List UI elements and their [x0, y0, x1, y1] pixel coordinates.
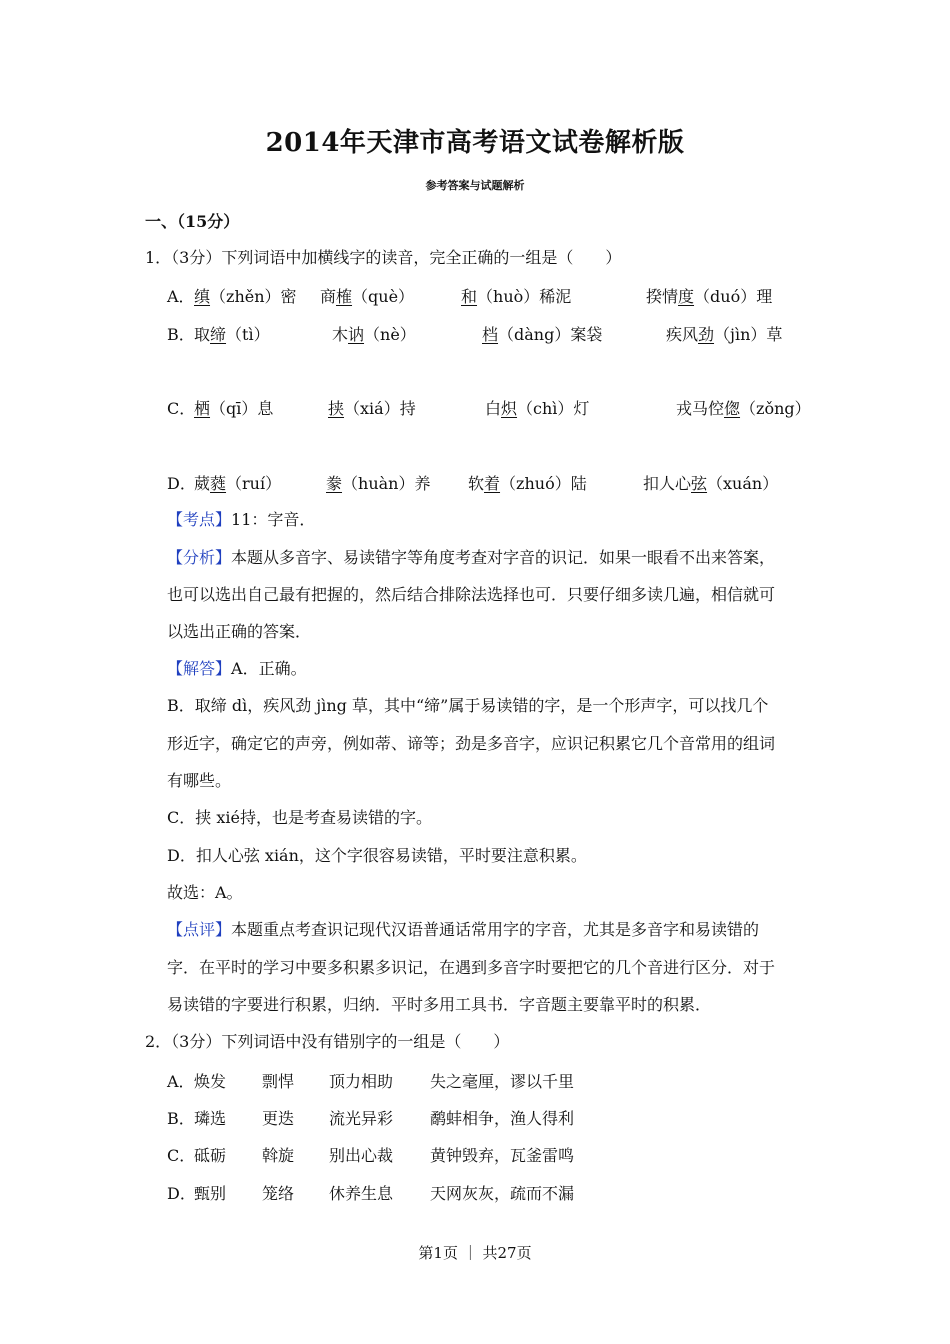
- underlined-char: 讷: [348, 325, 365, 344]
- q2-option-term: 别出心裁: [329, 1146, 394, 1165]
- term-pinyin: （xuán）: [707, 474, 779, 493]
- page-footer: 第1页 ｜ 共27页: [418, 1244, 532, 1262]
- q2-option-term: 璘选: [194, 1109, 227, 1128]
- underlined-char: 档: [482, 325, 499, 344]
- q1-jieda-line-7: 故选：A。: [167, 883, 243, 902]
- q1-jieda-line-1: [167, 658, 307, 680]
- q1-option-label: D．: [167, 474, 196, 493]
- q1-option-term: [646, 284, 772, 307]
- term-pinyin: （qī）息: [210, 399, 274, 418]
- term-pinyin: （dàng）案袋: [498, 325, 603, 344]
- q1-option-term: [666, 322, 782, 345]
- kaodian-text: 11：字音．: [231, 510, 316, 529]
- q2-option-term: 休养生息: [329, 1184, 394, 1203]
- q1-jieda-line-3: 形近字，确定它的声旁，例如蒂、谛等；劲是多音字，应识记积累它几个音常用的组词: [167, 734, 776, 753]
- q2-option-term: 笼络: [262, 1184, 295, 1203]
- underlined-char: 蕤: [210, 474, 227, 493]
- term-pinyin: （jìn）草: [714, 325, 783, 344]
- q2-option-label: C．: [167, 1146, 196, 1165]
- q2-option-label: A．: [167, 1072, 195, 1091]
- q1-stem: 1．（3分）下列词语中加横线字的读音，完全正确的一组是（ ）: [145, 248, 622, 267]
- q1-option-term: [468, 471, 587, 494]
- underlined-char: 偬: [724, 399, 741, 418]
- term-prefix: 葳: [194, 474, 211, 493]
- q2-stem: 2．（3分）下列词语中没有错别字的一组是（ ）: [145, 1032, 510, 1051]
- q1-option-term: [320, 284, 414, 307]
- q1-option-term: [485, 396, 589, 419]
- underlined-char: 缔: [210, 325, 227, 344]
- q1-option-term: [332, 322, 416, 345]
- term-pinyin: （huò）稀泥: [477, 287, 572, 306]
- underlined-char: 栖: [194, 399, 211, 418]
- term-pinyin: （zǒng）: [740, 399, 811, 418]
- q1-option-label: A．: [167, 287, 195, 306]
- underlined-char: 豢: [326, 474, 343, 493]
- term-prefix: 揆情: [646, 287, 679, 306]
- q1-dianping-line-2: 字．在平时的学习中要多积累多识记，在遇到多音字时要把它的几个音进行区分．对于: [167, 958, 776, 977]
- jieda-text: A．正确。: [231, 659, 307, 678]
- q2-option-term: 剽悍: [262, 1072, 295, 1091]
- q1-option-term: [326, 471, 430, 494]
- jieda-tag: 【解答】: [167, 659, 232, 678]
- underlined-char: 着: [484, 474, 501, 493]
- q1-jieda-line-5: C．挟 xié持，也是考查易读错的字。: [167, 808, 432, 827]
- q1-dianping-line-3: 易读错的字要进行积累，归纳．平时多用工具书．字音题主要靠平时的积累．: [167, 995, 712, 1014]
- q1-option-term: [676, 396, 811, 419]
- q2-option-term: 更迭: [262, 1109, 295, 1128]
- q1-kaodian: [167, 509, 315, 531]
- q1-dianping-line-1: [167, 919, 759, 941]
- q1-jieda-line-4: 有哪些。: [167, 771, 232, 790]
- q1-option-label: B．: [167, 325, 195, 344]
- term-prefix: 戎马倥: [676, 399, 725, 418]
- underlined-char: 和: [461, 287, 478, 306]
- q1-option-term: [194, 471, 281, 494]
- term-prefix: 疾风: [666, 325, 699, 344]
- underlined-char: 缜: [194, 287, 211, 306]
- underlined-char: 弦: [691, 474, 708, 493]
- term-pinyin: （xiá）持: [344, 399, 416, 418]
- fenxi-text: 本题从多音字、易读错字等角度考查对字音的识记．如果一眼看不出来答案，: [231, 548, 776, 567]
- q1-option-term: [461, 284, 571, 307]
- section-heading: 一、（15分）: [145, 212, 240, 231]
- dianping-tag: 【点评】: [167, 920, 232, 939]
- underlined-char: 挟: [328, 399, 345, 418]
- term-prefix: 白: [485, 399, 502, 418]
- term-prefix: 取: [194, 325, 211, 344]
- term-prefix: 扣人心: [643, 474, 692, 493]
- term-prefix: 木: [332, 325, 349, 344]
- q1-jieda-line-6: D．扣人心弦 xián，这个字很容易读错，平时要注意积累。: [167, 846, 587, 865]
- document-subtitle: 参考答案与试题解析: [425, 179, 525, 192]
- q1-fenxi-line-3: 以选出正确的答案．: [167, 622, 312, 641]
- term-pinyin: （nè）: [364, 325, 416, 344]
- q1-option-term: [194, 284, 297, 307]
- q1-option-term: [643, 471, 778, 494]
- q2-option-label: D．: [167, 1184, 196, 1203]
- q2-option-term: 黄钟毁弃，瓦釜雷鸣: [430, 1146, 575, 1165]
- term-pinyin: （què）: [352, 287, 415, 306]
- q2-option-term: 流光异彩: [329, 1109, 394, 1128]
- term-pinyin: （zhuó）陆: [500, 474, 587, 493]
- term-prefix: 软: [468, 474, 485, 493]
- q1-option-term: [328, 396, 416, 419]
- term-pinyin: （duó）理: [694, 287, 773, 306]
- q2-option-term: 天网灰灰，疏而不漏: [430, 1184, 575, 1203]
- q2-option-term: 顶力相助: [329, 1072, 394, 1091]
- underlined-char: 炽: [501, 399, 518, 418]
- q1-jieda-line-2: B．取缔 dì，疾风劲 jìng 草，其中“缔”属于易读错的字，是一个形声字，可以找几个: [167, 696, 769, 715]
- q2-option-term: 甄别: [194, 1184, 227, 1203]
- q1-fenxi-line-1: [167, 547, 775, 569]
- q2-option-term: 焕发: [194, 1072, 227, 1091]
- kaodian-tag: 【考点】: [167, 510, 232, 529]
- q2-option-label: B．: [167, 1109, 195, 1128]
- underlined-char: 榷: [336, 287, 353, 306]
- q1-option-term: [482, 322, 602, 345]
- q1-option-term: [194, 322, 270, 345]
- underlined-char: 度: [678, 287, 695, 306]
- q2-option-term: 砥砺: [194, 1146, 227, 1165]
- term-prefix: 商: [320, 287, 337, 306]
- q1-fenxi-line-2: 也可以选出自己最有把握的，然后结合排除法选择也可．只要仔细多读几遍，相信就可: [167, 585, 776, 604]
- document-title: 2014年天津市高考语文试卷解析版: [265, 128, 685, 158]
- term-pinyin: （huàn）养: [342, 474, 431, 493]
- q1-option-label: C．: [167, 399, 196, 418]
- term-pinyin: （zhěn）密: [210, 287, 297, 306]
- underlined-char: 劲: [698, 325, 715, 344]
- dianping-text: 本题重点考查识记现代汉语普通话常用字的字音，尤其是多音字和易读错的: [231, 920, 760, 939]
- term-pinyin: （chì）灯: [517, 399, 590, 418]
- term-pinyin: （ruí）: [226, 474, 282, 493]
- q1-option-term: [194, 396, 273, 419]
- fenxi-tag: 【分析】: [167, 548, 232, 567]
- q2-option-term: 斡旋: [262, 1146, 295, 1165]
- q2-option-term: 鹬蚌相争，渔人得利: [430, 1109, 575, 1128]
- term-pinyin: （tì）: [226, 325, 270, 344]
- q2-option-term: 失之毫厘，谬以千里: [430, 1072, 575, 1091]
